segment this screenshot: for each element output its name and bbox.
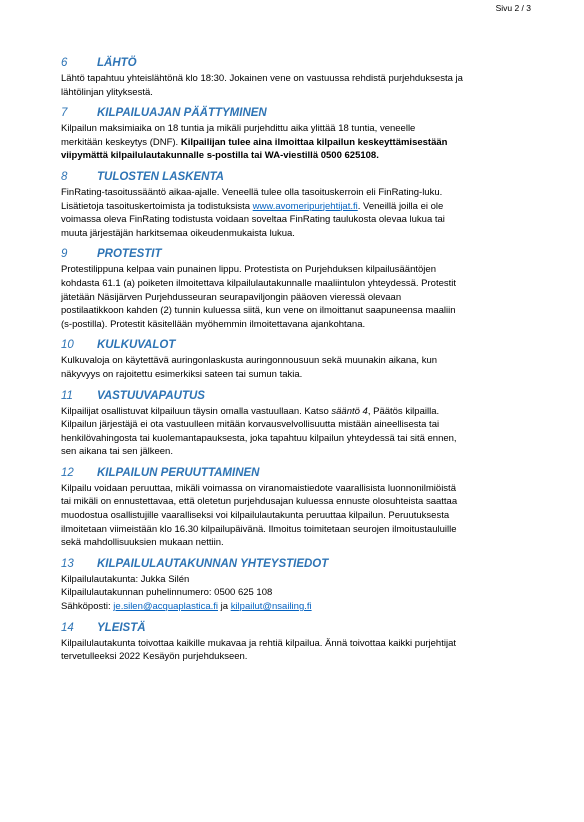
text-line: Lähtö tapahtuu yhteislähtönä klo 18:30. Jokainen vene on vastuussa rehdistä purjehduksesta ja <box>61 73 463 84</box>
section-heading <box>61 105 531 121</box>
section-kilpailuajan-paattyminen <box>61 105 531 163</box>
section-title: KILPAILUN PERUUTTAMINEN <box>97 466 260 479</box>
text-line: Kilpailulautakunnan puhelinnumero: 0500 625 108 <box>61 587 273 599</box>
section-kulkuvalot <box>61 337 531 381</box>
text-line: kohdasta 61.1 (a) poiketen ilmoitettava kilpailulautakunnalle maaliintulon yhteydessä. Protestit <box>61 277 457 289</box>
text-line: Kilpailun maksimiaika on 18 tuntia ja mikäli purjehdittu aika ylittää 18 tuntia, veneelle <box>61 123 416 135</box>
text-fragment: ja <box>220 601 229 613</box>
text-line: Kilpailun järjestäjä ei ota vastuulleen mitään korvausvelvollisuutta mistään aineellisesta tai <box>61 419 440 431</box>
section-number: 14 <box>61 621 74 634</box>
section-protestit <box>61 246 531 331</box>
text-line: tervetulleeksi 2022 Kesäyön purjehdukseen. <box>61 651 248 663</box>
section-title: TULOSTEN LASKENTA <box>97 170 224 183</box>
section-heading <box>61 337 531 353</box>
text-fragment: Kilpailijat osallistuvat kilpailuun täysin omalla vastuullaan. Katso <box>61 405 329 417</box>
text-line: Kilpailu voidaan peruuttaa, mikäli voimassa on viranomaistiedote vaarallisista luonnonilmiöistä <box>61 482 456 494</box>
section-heading <box>61 246 531 262</box>
section-heading <box>61 55 531 71</box>
text-line: Kulkuvaloja on käytettävä auringonlaskusta auringonnousuun sekä muunakin aikana, kun <box>61 355 438 367</box>
section-text <box>61 72 531 99</box>
text-line <box>61 600 531 614</box>
section-title: KILPAILULAUTAKUNNAN YHTEYSTIEDOT <box>97 557 329 570</box>
section-text <box>61 122 531 163</box>
bold-text-line: viipymättä kilpailulautakunnalle s-postilla tai WA-viestillä 0500 625108. <box>61 150 379 162</box>
text-line: tai mikäli on ennustettavaa, että oletetun purjehdusajan kuluessa ennuste olosuhteista saattaa <box>61 496 458 508</box>
page-number: Sivu 2 / 3 <box>495 3 531 13</box>
section-text <box>61 482 531 550</box>
section-tulosten-laskenta <box>61 169 531 240</box>
text-line <box>61 405 531 419</box>
section-text <box>61 637 531 664</box>
text-line: muuta järjestäjän harkitsemaa oikeudenmukaista lukua. <box>61 227 295 239</box>
text-line: lähtölinjan ylityksestä. <box>61 86 153 98</box>
section-vastuuvapautus <box>61 388 531 459</box>
section-number: 13 <box>61 557 74 570</box>
text-fragment: merkitään keskeytys (DNF). <box>61 136 179 148</box>
section-text <box>61 186 531 240</box>
section-title: KILPAILUAJAN PÄÄTTYMINEN <box>97 107 267 120</box>
text-line: muodostua osallistujille vaaralliseksi voi kilpailulautakunta peruuttaa kilpailun. Peruutuksesta <box>61 510 450 522</box>
section-lahto <box>61 55 531 99</box>
text-fragment: , Päätös kilpailla. <box>367 405 440 417</box>
text-line: ilmoitetaan viimeistään klo 16.30 kilpailupäivänä. Ilmoitus toimitetaan seurojen ilmoitustauluille <box>61 523 457 535</box>
italic-text: sääntö 4 <box>331 405 368 417</box>
section-kilpailun-peruuttaminen <box>61 465 531 550</box>
section-title: LÄHTÖ <box>97 57 137 69</box>
section-text <box>61 573 531 614</box>
email-link[interactable]: je.silen@acquaplastica.fi <box>113 601 218 613</box>
section-title: VASTUUVAPAUTUS <box>97 389 205 402</box>
section-text <box>61 354 531 381</box>
section-yleista <box>61 620 531 664</box>
section-title: YLEISTÄ <box>97 621 146 634</box>
text-line: FinRating-tasoitussääntö aikaa-ajalle. Veneellä tulee olla tasoituskerroin eli FinRating-luku. <box>61 186 443 198</box>
text-line: näkyvyys on rajoitettu esimerkiksi sateen tai sumun takia. <box>61 368 303 380</box>
section-heading <box>61 620 531 636</box>
section-heading <box>61 556 531 572</box>
text-line: henkilövahingosta tai kuolemantapauksesta, joka tapahtuu kilpailun yhteydessä tai sitä ennen, <box>61 432 457 444</box>
text-fragment: Sähköposti: <box>61 601 111 613</box>
bold-text: Kilpailijan tulee aina ilmoittaa kilpailun keskeyttämisestään <box>180 136 448 148</box>
section-title: PROTESTIT <box>97 248 162 261</box>
section-number: 10 <box>61 339 74 352</box>
website-link[interactable]: www.avomeripurjehtijat.fi <box>252 200 358 212</box>
section-yhteystiedot <box>61 556 531 614</box>
section-heading <box>61 465 531 481</box>
text-line: jätetään Näsijärven Purjehdusseuran seurapaviljongin pääoven vieressä olevaan <box>61 291 402 303</box>
text-line: postilaatikkoon kahden (2) tunnin kuluessa siitä, kun vene on ilmoittanut saapuneensa maaliin <box>61 305 456 317</box>
text-line: sen aikana tai sen jälkeen. <box>61 446 173 458</box>
section-title: KULKUVALOT <box>97 339 176 352</box>
text-line: Protestilippuna kelpaa vain punainen lippu. Protestista on Purjehduksen kilpailusääntöjen <box>61 264 436 276</box>
section-heading <box>61 388 531 404</box>
email-link[interactable]: kilpailut@nsailing.fi <box>230 601 312 613</box>
text-fragment: . Veneillä joilla ei ole <box>357 200 444 212</box>
text-fragment: Lisätietoja tasoituskertoimista ja todistuksista <box>61 200 251 212</box>
section-number: 9 <box>61 248 68 261</box>
section-heading <box>61 169 531 185</box>
section-number: 12 <box>61 466 74 479</box>
text-line: sekä mahdollisuuksien mukaan nettiin. <box>61 537 224 549</box>
text-line <box>61 200 531 214</box>
document-body <box>61 55 531 670</box>
text-line: voimassa oleva FinRating todistusta voidaan soveltaa FinRating taulukosta olevaa lukua tai <box>61 214 445 226</box>
text-line: Kilpailulautakunta: Jukka Silén <box>61 573 190 585</box>
section-text <box>61 405 531 459</box>
text-line: Kilpailulautakunta toivottaa kaikille mukavaa ja rehtiä kilpailua. Ännä toivottaa kaikki purjehtijat <box>61 637 457 649</box>
section-text <box>61 263 531 331</box>
section-number: 7 <box>61 107 68 120</box>
text-line <box>61 136 531 150</box>
section-number: 8 <box>61 170 68 183</box>
section-number: 6 <box>61 57 68 69</box>
section-number: 11 <box>61 389 73 402</box>
text-line: (s-postilla). Protestit käsitellään myöhemmin ilmoitettavana ajankohtana. <box>61 318 366 330</box>
